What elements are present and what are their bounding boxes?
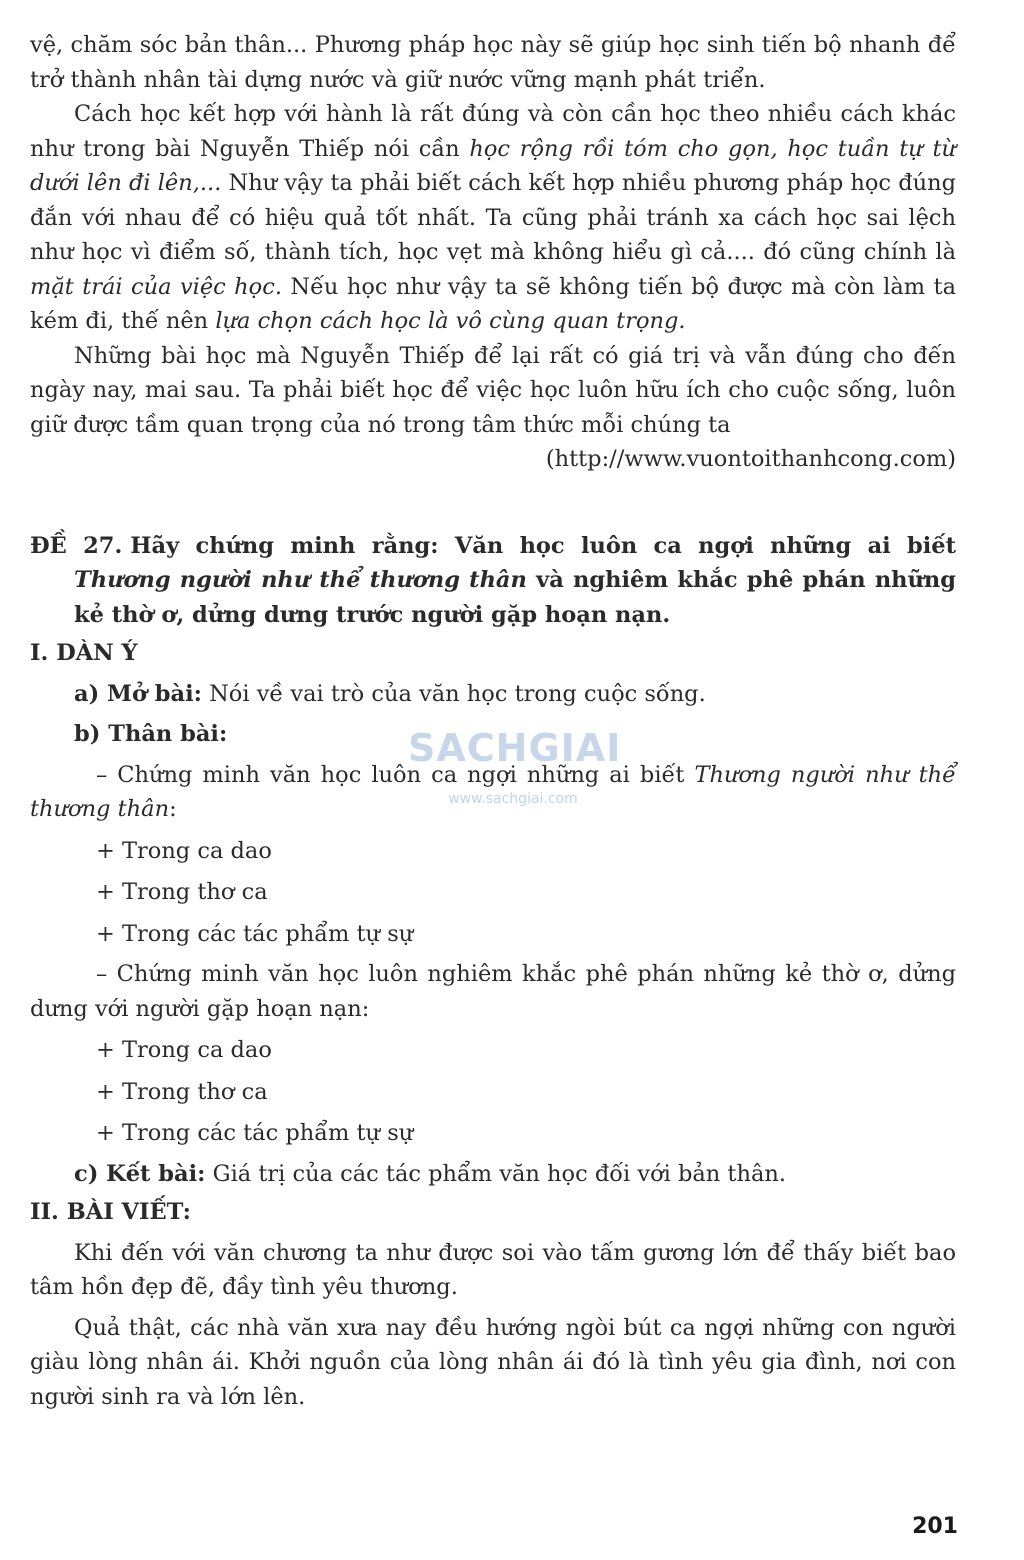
watermark-logo: SACHGIAI (408, 726, 622, 770)
text-span: Hãy chứng minh rằng: Văn học luôn ca ngợi những ai biết (130, 532, 956, 559)
page-content (30, 28, 956, 1414)
watermark-url: www.sachgiai.com (448, 791, 578, 807)
conclusion-label: c) Kết bài: (74, 1160, 206, 1187)
text-span: Nếu học như vậy ta sẽ không tiến bộ được mà còn làm ta kém đi, thế nên (30, 273, 956, 334)
section-title-essay: II. BÀI VIẾT: (30, 1199, 191, 1225)
list-item: + Trong thơ ca (96, 1078, 268, 1105)
source-citation: (http://www.vuontoithanhcong.com) (545, 446, 956, 472)
exercise-label: ĐỀ 27. (30, 532, 123, 559)
text-span: – Chứng minh văn học luôn ca ngợi những ai biết (96, 761, 695, 788)
paragraph-top-2 (30, 97, 956, 339)
spacer (30, 477, 956, 529)
text-span: Cách học kết hợp với hành là rất đúng và còn cần học theo nhiều cách khác như trong bài Nguyễn Thiếp nói cần (30, 101, 956, 162)
list-item: + Trong các tác phẩm tự sự (96, 920, 414, 947)
conclusion-item (30, 1157, 956, 1192)
essay-paragraph-1: Khi đến với văn chương ta như được soi vào tấm gương lớn để thấy biết bao tâm hồn đẹp đẽ, đầy tình yêu thương. (30, 1239, 956, 1300)
italic-span: lựa chọn cách học là vô cùng quan trọng. (215, 308, 686, 334)
list-item: + Trong ca dao (96, 837, 272, 864)
italic-span: mặt trái của việc học. (30, 273, 282, 300)
intro-label: a) Mở bài: (74, 680, 202, 707)
exercise-heading (30, 529, 956, 633)
body-item (30, 717, 956, 752)
paragraph-top-3: Những bài học mà Nguyễn Thiếp để lại rất có giá trị và vẫn đúng cho đến ngày nay, mai sau. Ta phải biết học để việc học luôn hữu ích cho cuộc sống, luôn giữ được tầm quan trọng của nó trong tâm thức mỗi chúng ta (30, 342, 956, 438)
text-span: Như vậy ta phải biết cách kết hợp nhiều phương pháp học đúng đắn với nhau để có hiệu quả tốt nhất. Ta cũng phải tránh xa cách học sai lệch như học vì điểm số, thành tích, học vẹt mà không hiểu gì cả.... đó cũng chính là (30, 170, 956, 265)
text-span: và nghiêm khắc phê phán những kẻ thờ ơ, dửng dưng trước người gặp hoạn nạn. (74, 567, 956, 628)
essay-paragraph-2: Quả thật, các nhà văn xưa nay đều hướng ngòi bút ca ngợi những con người giàu lòng nhân ái. Khởi nguồn của lòng nhân ái đó là tình yêu gia đình, nơi con người sinh ra và lớn lên. (30, 1314, 956, 1410)
italic-span: Thương người như thể thương thân (30, 761, 956, 822)
text-span: : (169, 796, 177, 822)
dash-point-1 (30, 758, 956, 827)
italic-span: Thương người như thể thương thân (74, 567, 527, 593)
body-label: b) Thân bài: (74, 721, 228, 747)
paragraph-top-1: vệ, chăm sóc bản thân... Phương pháp học này sẽ giúp học sinh tiến bộ nhanh để trở thành nhân tài dựng nước và giữ nước vững mạnh phát triển. (30, 32, 956, 93)
list-item: + Trong ca dao (96, 1037, 272, 1063)
conclusion-text: Giá trị của các tác phẩm văn học đối với bản thân. (205, 1160, 787, 1187)
intro-item (30, 677, 956, 712)
intro-text: Nói về vai trò của văn học trong cuộc sống. (201, 680, 706, 707)
list-item: + Trong thơ ca (96, 879, 268, 905)
page-number: 201 (912, 1514, 958, 1539)
dash-point-2: – Chứng minh văn học luôn nghiêm khắc phê phán những kẻ thờ ơ, dửng dưng với người gặp hoạn nạn: (30, 961, 956, 1022)
list-item: + Trong các tác phẩm tự sự (96, 1120, 414, 1146)
italic-span: học rộng rồi tóm cho gọn, học tuần tự từ dưới lên đi lên,... (30, 135, 957, 196)
section-title-outline: I. DÀN Ý (30, 640, 138, 666)
